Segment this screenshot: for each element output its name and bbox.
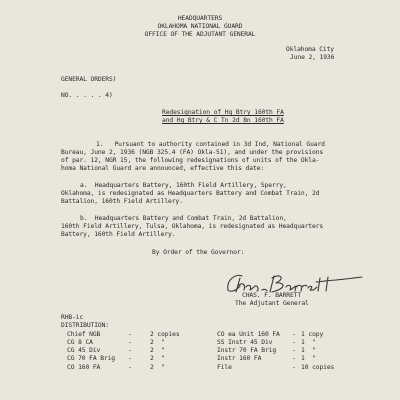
distribution-dash: -: [128, 347, 132, 354]
distribution-dash: -: [292, 339, 296, 346]
header-line-3: OFFICE OF THE ADJUTANT GENERAL: [144, 31, 256, 38]
distribution-recipient: CG 8 CA: [67, 339, 93, 346]
distribution-dash: -: [292, 331, 296, 338]
signer-name: CHAS. F. BARRETT: [242, 292, 302, 299]
distribution-recipient: CG 45 Div: [67, 347, 101, 354]
distribution-recipient: Instr 70 FA Brig: [217, 347, 277, 354]
place: Oklahoma City: [286, 46, 334, 53]
header-line-2: OKLAHOMA NATIONAL GUARD: [157, 23, 243, 30]
distribution-recipient: File: [217, 364, 232, 371]
distribution-qty: 1 ": [301, 355, 316, 362]
header-line-1: HEADQUARTERS: [177, 15, 223, 22]
distribution-qty: 1 ": [301, 339, 316, 346]
distribution-qty: 2 ": [150, 355, 165, 362]
distribution-recipient: Instr 160 FA: [217, 355, 262, 362]
distribution-qty: 1 ": [301, 347, 316, 354]
paragraph-line: 1. Pursuant to authority contained in 3d Ind, National Guard: [96, 141, 325, 148]
paragraph-line: Battery, 160th Field Artillery.: [61, 231, 176, 238]
distribution-qty: 1 copy: [301, 331, 324, 338]
distribution-recipient: CG 70 FA Brig: [67, 355, 115, 362]
reference-initials: RHB-ic: [61, 314, 84, 321]
distribution-label: DISTRIBUTION:: [61, 322, 109, 329]
distribution-recipient: CO ea Unit 160 FA: [217, 331, 280, 338]
paragraph-line: homa National Guard are announced, effective this date:: [61, 165, 265, 172]
distribution-recipient: CO 160 FA: [67, 364, 101, 371]
distribution-qty: 2 copies: [150, 331, 180, 338]
distribution-dash: -: [128, 339, 132, 346]
paragraph-line: Battalion, 160th Field Artillery.: [61, 198, 183, 205]
paragraph-line: 160th Field Artillery, Tulsa, Oklahoma, is redesignated as Headquarters: [61, 223, 324, 230]
date: June 2, 1936: [290, 54, 335, 61]
by-order-line: By Order of the Governor:: [152, 249, 245, 256]
subject-line-1: Redesignation of Hq Btry 160th FA: [162, 109, 284, 116]
subject-line-2: and Hq Btry & C Tn 2d Bn 160th FA: [162, 117, 284, 124]
distribution-qty: 2 ": [150, 364, 165, 371]
distribution-recipient: SS Instr 45 Div: [217, 339, 273, 346]
distribution-dash: -: [292, 347, 296, 354]
order-number: NO. . . . . 4): [61, 92, 113, 99]
distribution-dash: -: [128, 355, 132, 362]
distribution-dash: -: [128, 364, 132, 371]
distribution-dash: -: [292, 364, 296, 371]
distribution-qty: 2 ": [150, 347, 165, 354]
paragraph-line: Oklahoma, is redesignated as Headquarters Battery and Combat Train, 2d: [61, 190, 320, 197]
distribution-dash: -: [128, 331, 132, 338]
paragraph-line: of par. 12, NGR 15, the following redesignations of units of the Okla-: [61, 157, 320, 164]
paragraph-line: b. Headquarters Battery and Combat Train, 2d Battalion,: [80, 215, 287, 222]
distribution-qty: 10 copies: [301, 364, 335, 371]
distribution-recipient: Chief NGB: [67, 331, 101, 338]
distribution-qty: 2 ": [150, 339, 165, 346]
general-orders-label: GENERAL ORDERS): [61, 76, 117, 83]
paragraph-line: a. Headquarters Battery, 160th Field Artillery, Sperry,: [80, 182, 287, 189]
paragraph-line: Bureau, June 2, 1936 (NGB 325.4 (FA) Okla-51), and under the provisions: [61, 149, 324, 156]
signer-title: The Adjutant General: [235, 300, 309, 307]
distribution-dash: -: [292, 355, 296, 362]
